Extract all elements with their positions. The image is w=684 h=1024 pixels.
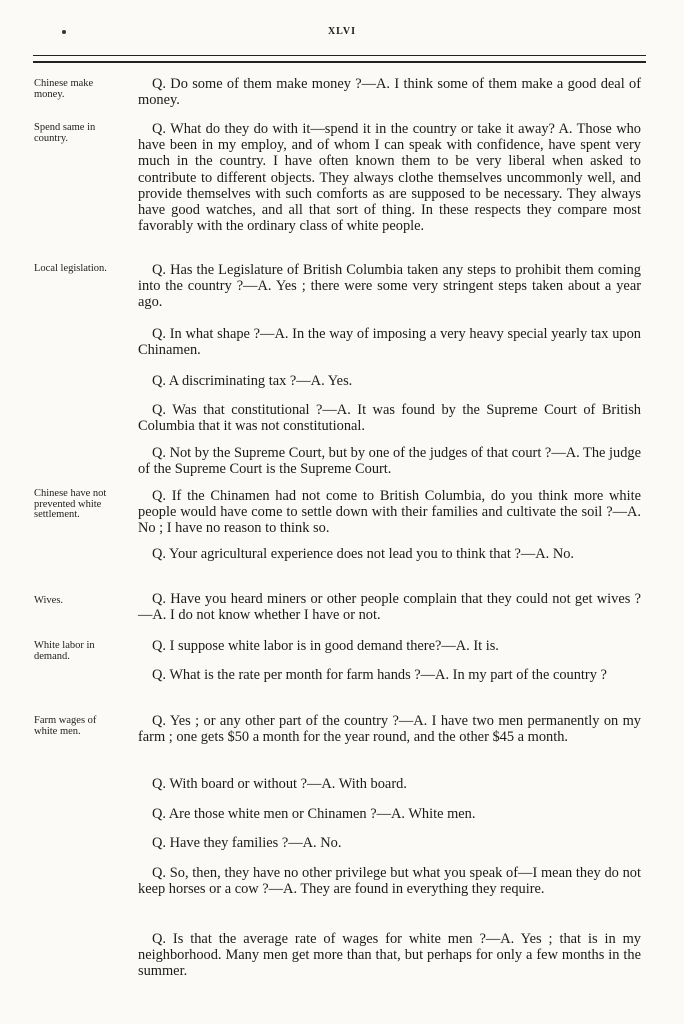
paragraph: Q. So, then, they have no other privilege but what you speak of—I mean they do not keep horses or a cow ?—A. They are found in everything they require. (138, 865, 641, 898)
paragraph: Q. I suppose white labor is in good demand there?—A. It is. (152, 638, 499, 654)
paragraph: Q. Do some of them make money ?—A. I think some of them make a good deal of money. (138, 76, 641, 109)
paragraph: Q. Your agricultural experience does not lead you to think that ?—A. No. (152, 546, 575, 562)
paragraph: Q. What do they do with it—spend it in the country or take it away? A. Those who have been in my employ, and of whom I can speak with confidence, have spent very much in the country. I have often known them to be very liberal when asked to contribute to different objects. They always clothe themselves uncommonly well, and provide themselves with such comforts as are supposed to be necessary. They always have good watches, and all that sort of thing. In these respects they compare most favorably with the ordinary class of white people. (138, 121, 641, 235)
paragraph: Q. With board or without ?—A. With board. (152, 776, 407, 792)
paragraph: Q. If the Chinamen had not come to British Columbia, do you think more white people would have come to settle down with their families and cultivate the soil ?—A. No ; I have no reason to think so. (138, 488, 641, 537)
paragraph: Q. Are those white men or Chinamen ?—A. White men. (152, 806, 476, 822)
margin-note: White labor in demand. (34, 640, 95, 662)
paragraph: Q. In what shape ?—A. In the way of imposing a very heavy special yearly tax upon Chinamen. (138, 326, 641, 359)
margin-note: Wives. (34, 595, 64, 606)
header-rule-double (33, 61, 646, 63)
paragraph: Q. A discriminating tax ?—A. Yes. (152, 373, 353, 389)
paragraph: Q. Not by the Supreme Court, but by one of the judges of that court ?—A. The judge of the Supreme Court is the Supreme Court. (138, 445, 641, 478)
margin-note: Spend same in country. (34, 122, 96, 144)
paragraph: Q. Have you heard miners or other people complain that they could not get wives ?—A. I do not know whether I have or not. (138, 591, 641, 624)
paragraph: Q. Was that constitutional ?—A. It was found by the Supreme Court of British Columbia that it was not constitutional. (138, 402, 641, 435)
paragraph: Q. Yes ; or any other part of the country ?—A. I have two men permanently on my farm ; one gets $50 a month for the year round, and the other $45 a month. (138, 713, 641, 746)
header-rule (33, 55, 646, 56)
margin-note: Farm wages of white men. (34, 715, 97, 737)
margin-note: Chinese have not prevented white settlement. (34, 488, 107, 520)
paragraph: Q. Is that the average rate of wages for white men ?—A. Yes ; that is in my neighborhood. Many men get more than that, but perhaps for only a few months in the summer. (138, 931, 641, 980)
margin-note: Chinese make money. (34, 78, 94, 100)
paragraph: Q. What is the rate per month for farm hands ?—A. In my part of the country ? (152, 667, 607, 683)
paragraph: Q. Have they families ?—A. No. (152, 835, 342, 851)
paragraph: Q. Has the Legislature of British Columbia taken any steps to prohibit them coming into the country ?—A. Yes ; there were some very stringent steps taken about a year ago. (138, 262, 641, 311)
margin-note: Local legislation. (34, 263, 107, 274)
page-number: XLVI (327, 26, 357, 37)
